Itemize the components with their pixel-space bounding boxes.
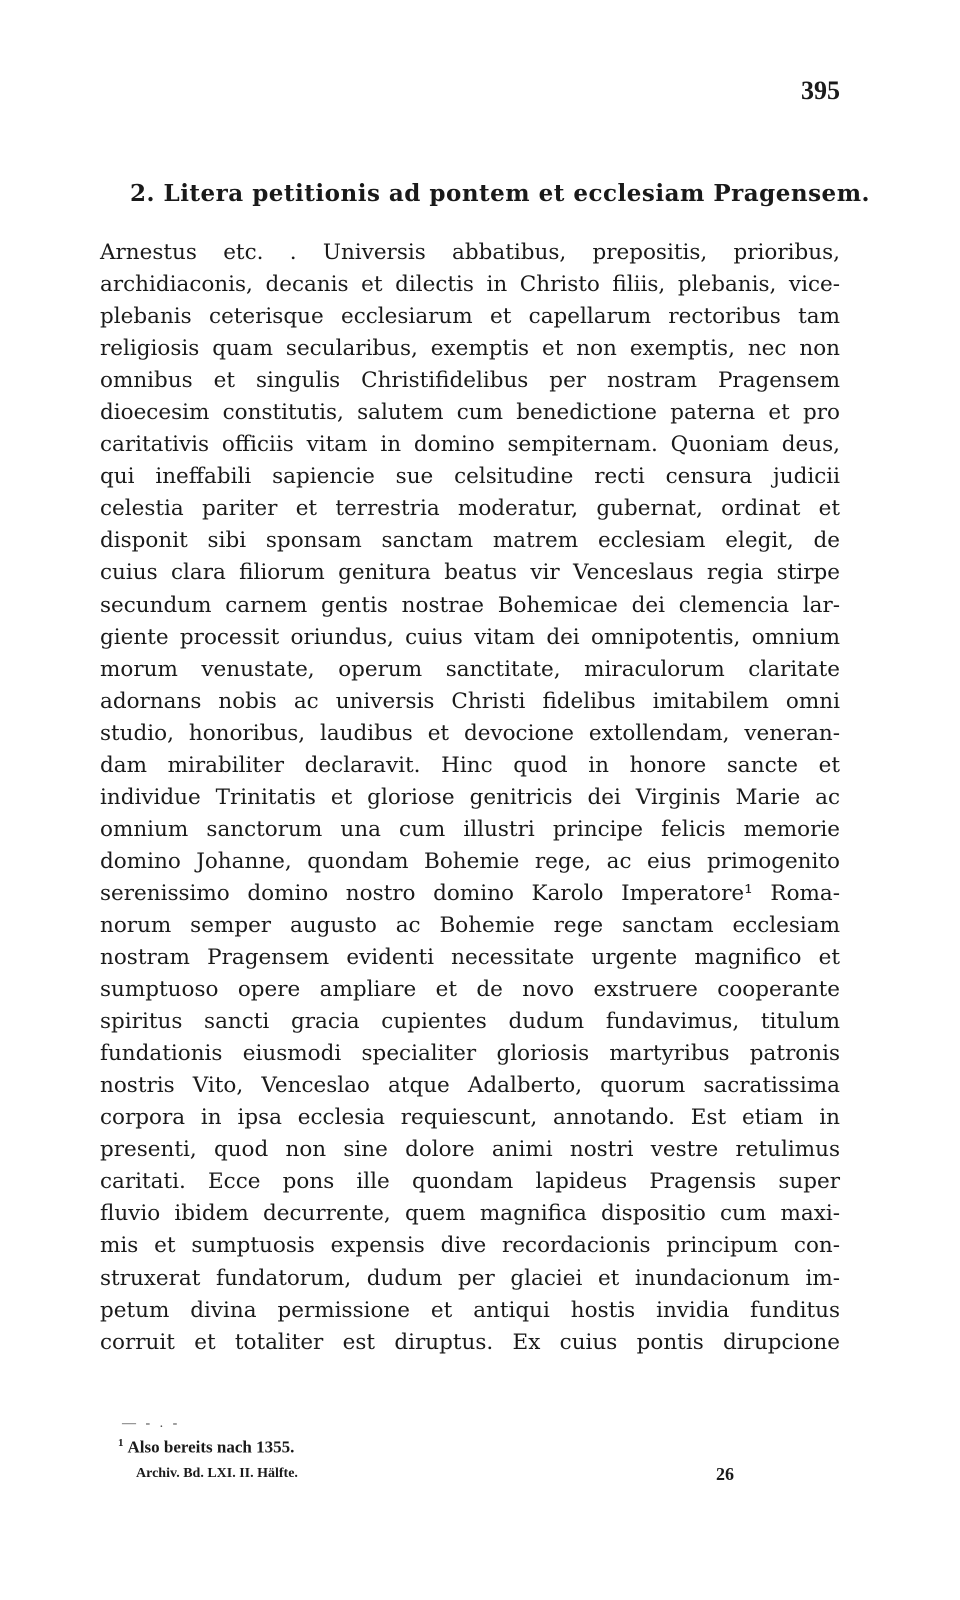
- text-line: omnium sanctorum una cum illustri principe felicis memorie: [100, 816, 840, 842]
- text-line: religiosis quam secularibus, exemptis et non exemptis, nec non: [100, 336, 840, 362]
- text-line: domino Johanne, quondam Bohemie rege, ac eius primogenito: [100, 848, 840, 874]
- text-line: norum semper augusto ac Bohemie rege sanctam ecclesiam: [100, 912, 840, 938]
- text-line: qui ineffabili sapiencie sue celsitudine recti censura judicii: [100, 464, 840, 490]
- text-line: mis et sumptuosis expensis dive recordacionis principum con-: [100, 1233, 840, 1259]
- text-line: nostris Vito, Venceslao atque Adalberto, quorum sacratissima: [100, 1073, 840, 1099]
- text-line: serenissimo domino nostro domino Karolo Imperatore¹ Roma-: [100, 880, 840, 906]
- text-line: sumptuoso opere ampliare et de novo exstruere cooperante: [100, 977, 840, 1003]
- text-line: studio, honoribus, laudibus et devocione extollendam, veneran-: [100, 720, 840, 746]
- text-line: petum divina permissione et antiqui hostis invidia funditus: [100, 1297, 840, 1323]
- text-line: giente processit oriundus, cuius vitam dei omnipotentis, omnium: [100, 624, 840, 650]
- text-line: caritati. Ecce pons ille quondam lapideus Pragensis super: [100, 1169, 840, 1195]
- text-line: morum venustate, operum sanctitate, miraculorum claritate: [100, 656, 840, 682]
- text-line: dioecesim constitutis, salutem cum benedictione paterna et pro: [100, 400, 840, 426]
- text-line: Arnestus etc. . Universis abbatibus, prepositis, prioribus,: [100, 240, 840, 265]
- text-line: individue Trinitatis et gloriose genitricis dei Virginis Marie ac: [100, 784, 840, 810]
- text-line: dam mirabiliter declaravit. Hinc quod in honore sancte et: [100, 752, 840, 778]
- text-line: omnibus et singulis Christifidelibus per nostram Pragensem: [100, 368, 840, 394]
- text-line: cuius clara filiorum genitura beatus vir Venceslaus regia stirpe: [100, 560, 840, 586]
- text-line: celestia pariter et terrestria moderatur, gubernat, ordinat et: [100, 496, 840, 522]
- text-line: presenti, quod non sine dolore animi nostri vestre retulimus: [100, 1137, 840, 1163]
- body-text: [100, 237, 840, 1359]
- text-line: nostram Pragensem evidenti necessitate urgente magnifico et: [100, 945, 840, 971]
- signature-number: 26: [716, 1464, 734, 1484]
- text-line: corpora in ipsa ecclesia requiescunt, annotando. Est etiam in: [100, 1105, 840, 1131]
- signature-line: Archiv. Bd. LXI. II. Hälfte.: [136, 1466, 298, 1481]
- text-line: caritativis officiis vitam in domino sempiternam. Quoniam deus,: [100, 432, 840, 458]
- section-heading: 2. Litera petitionis ad pontem et ecclesiam Pragensem.: [130, 180, 871, 207]
- text-line: plebanis ceterisque ecclesiarum et capellarum rectoribus tam: [100, 304, 840, 330]
- text-line: corruit et totaliter est diruptus. Ex cuius pontis dirupcione: [100, 1329, 840, 1355]
- footnote-text: Also bereits nach 1355.: [127, 1437, 295, 1457]
- text-line: disponit sibi sponsam sanctam matrem ecclesiam elegit, de: [100, 528, 840, 554]
- text-line: archidiaconis, decanis et dilectis in Christo filiis, plebanis, vice-: [100, 272, 840, 298]
- text-line: spiritus sancti gracia cupientes dudum fundavimus, titulum: [100, 1009, 840, 1035]
- footnote-separator: — - . -: [122, 1416, 181, 1431]
- page-number: 395: [801, 76, 840, 105]
- text-line: struxerat fundatorum, dudum per glaciei et inundacionum im-: [100, 1265, 840, 1291]
- text-line: fluvio ibidem decurrente, quem magnifica dispositio cum maxi-: [100, 1201, 840, 1227]
- text-line: adornans nobis ac universis Christi fidelibus imitabilem omni: [100, 688, 840, 714]
- footnote: [118, 1437, 294, 1458]
- text-line: secundum carnem gentis nostrae Bohemicae dei clemencia lar-: [100, 592, 840, 618]
- text-line: fundationis eiusmodi specialiter gloriosis martyribus patronis: [100, 1041, 840, 1067]
- footnote-mark: 1: [118, 1437, 124, 1449]
